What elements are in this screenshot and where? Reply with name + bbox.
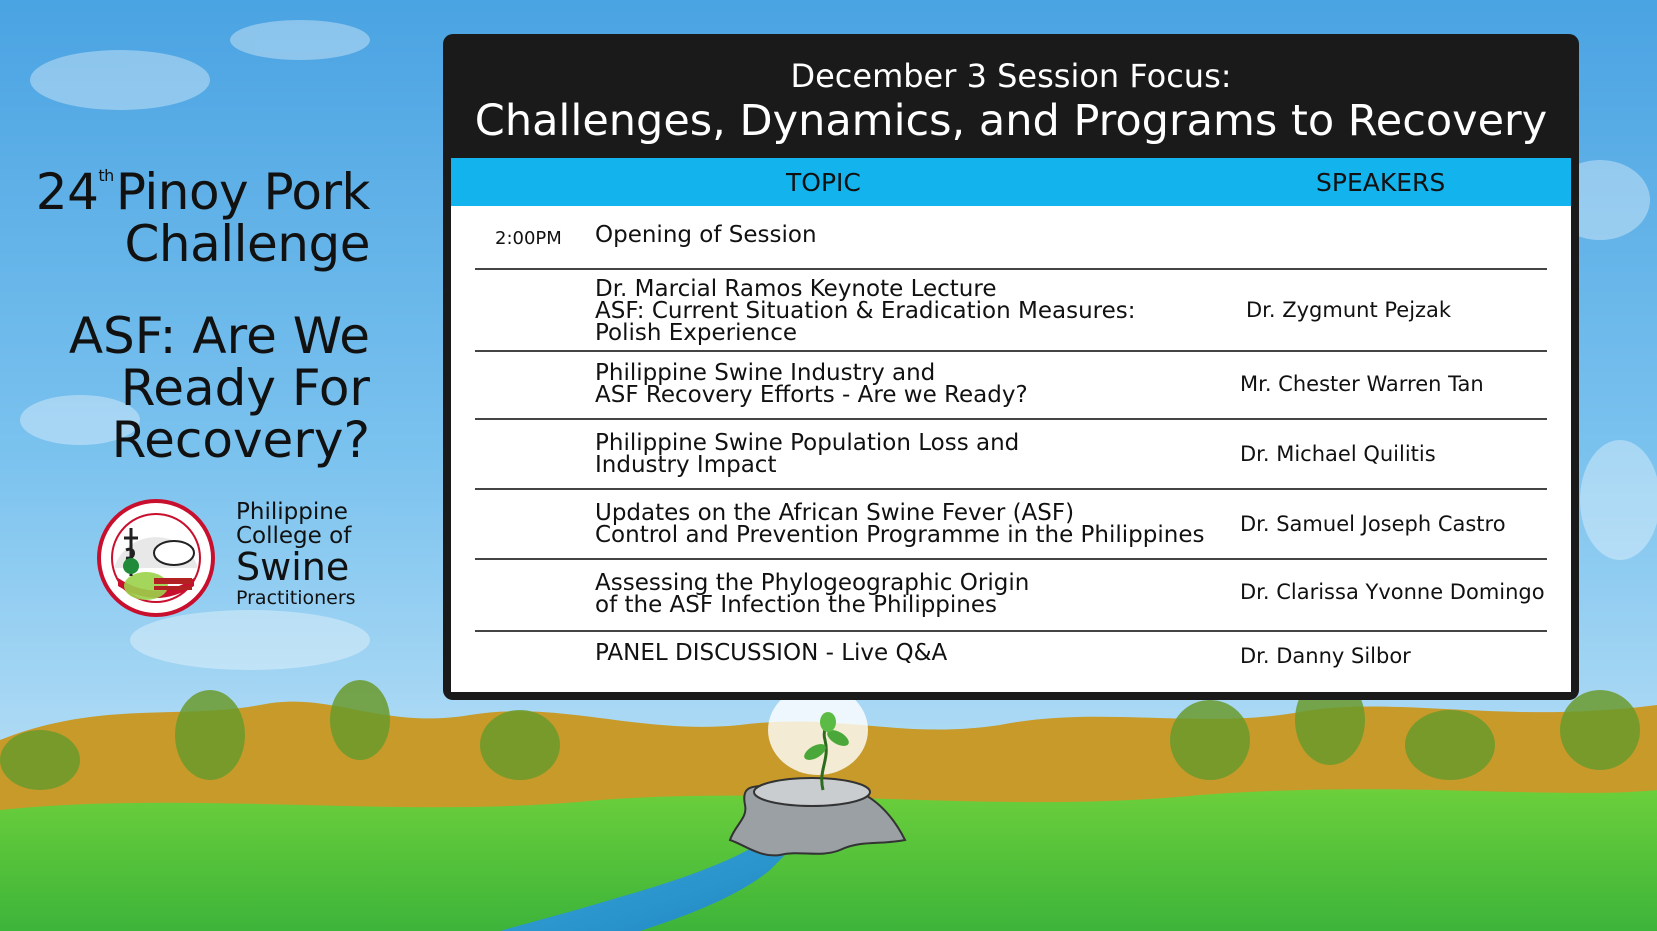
event-theme bbox=[20, 307, 370, 469]
schedule-table bbox=[451, 158, 1571, 692]
org-line1: Philippine bbox=[236, 499, 348, 525]
pcsp-seal-icon bbox=[96, 498, 216, 618]
org-line4: Practitioners bbox=[236, 587, 356, 609]
row-time: 2:00PM bbox=[495, 228, 562, 249]
row-topic bbox=[595, 278, 1136, 344]
row-speaker: Dr. Danny Silbor bbox=[1240, 644, 1411, 668]
row-speaker: Dr. Samuel Joseph Castro bbox=[1240, 512, 1506, 536]
table-row bbox=[475, 560, 1547, 632]
table-header bbox=[451, 158, 1571, 206]
row-topic-line: ASF: Current Situation & Eradication Measures: bbox=[595, 298, 1136, 324]
table-row bbox=[475, 352, 1547, 420]
session-header bbox=[443, 34, 1579, 158]
table-row bbox=[475, 490, 1547, 560]
row-topic-line: Updates on the African Swine Fever (ASF) bbox=[595, 500, 1075, 526]
row-topic-line: Industry Impact bbox=[595, 452, 777, 478]
table-rows bbox=[451, 206, 1571, 692]
row-speaker: Mr. Chester Warren Tan bbox=[1240, 372, 1484, 396]
table-row bbox=[475, 632, 1547, 690]
row-topic-line: Assessing the Phylogeographic Origin bbox=[595, 570, 1030, 596]
session-schedule-panel bbox=[443, 34, 1579, 700]
row-topic-line: Control and Prevention Programme in the Philippines bbox=[595, 522, 1205, 548]
table-row bbox=[475, 206, 1547, 270]
theme-line3: Recovery? bbox=[111, 411, 370, 469]
row-topic-line: PANEL DISCUSSION - Live Q&A bbox=[595, 640, 948, 666]
row-topic-line: Dr. Marcial Ramos Keynote Lecture bbox=[595, 276, 997, 302]
session-subtitle: December 3 Session Focus: bbox=[790, 57, 1232, 95]
column-header-speakers: SPEAKERS bbox=[1316, 168, 1446, 197]
edition-suffix: th bbox=[98, 166, 114, 185]
event-name bbox=[20, 150, 370, 273]
row-topic bbox=[595, 224, 817, 246]
row-topic-line: of the ASF Infection the Philippines bbox=[595, 592, 998, 618]
row-topic bbox=[595, 502, 1204, 546]
column-header-topic: TOPIC bbox=[786, 168, 861, 197]
row-topic bbox=[595, 362, 1028, 406]
row-speaker: Dr. Zygmunt Pejzak bbox=[1246, 298, 1452, 322]
theme-line1: ASF: Are We bbox=[68, 307, 370, 365]
row-topic-line: Philippine Swine Industry and bbox=[595, 360, 936, 386]
row-topic bbox=[595, 642, 947, 664]
table-row bbox=[475, 270, 1547, 352]
row-topic-line: ASF Recovery Efforts - Are we Ready? bbox=[595, 382, 1028, 408]
theme-line2: Ready For bbox=[120, 359, 370, 417]
organization-logo-block bbox=[96, 498, 366, 618]
event-name-line1: Pinoy Pork bbox=[115, 163, 370, 221]
row-topic-line: Philippine Swine Population Loss and bbox=[595, 430, 1020, 456]
row-speaker: Dr. Clarissa Yvonne Domingo bbox=[1240, 580, 1545, 604]
edition-number: 24 bbox=[35, 163, 99, 221]
event-title-block bbox=[20, 150, 370, 469]
table-row bbox=[475, 420, 1547, 490]
row-speaker: Dr. Michael Quilitis bbox=[1240, 442, 1436, 466]
event-name-line2: Challenge bbox=[124, 215, 370, 273]
row-topic-line: Opening of Session bbox=[595, 222, 817, 248]
row-topic bbox=[595, 432, 1019, 476]
row-topic-line: Polish Experience bbox=[595, 320, 798, 346]
org-line2: College of bbox=[236, 523, 352, 549]
organization-name bbox=[236, 500, 356, 610]
row-topic bbox=[595, 572, 1029, 616]
session-title: Challenges, Dynamics, and Programs to Recovery bbox=[474, 96, 1548, 146]
org-line3: Swine bbox=[236, 545, 350, 589]
